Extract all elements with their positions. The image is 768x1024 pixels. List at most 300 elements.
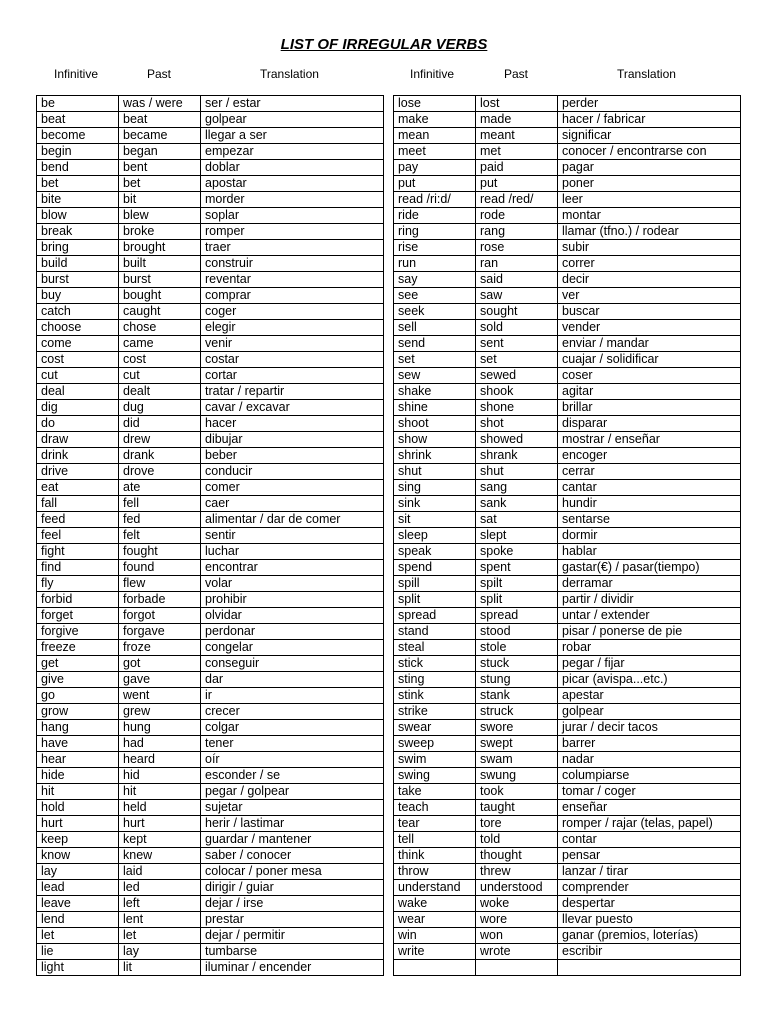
cell-past: sang [476,480,558,496]
cell-infinitive: think [394,848,476,864]
cell-past: spread [476,608,558,624]
cell-infinitive: mean [394,128,476,144]
cell-infinitive: hide [37,768,119,784]
cell-infinitive: sting [394,672,476,688]
cell-infinitive: read /ri:d/ [394,192,476,208]
table-row [394,384,741,400]
cell-infinitive: make [394,112,476,128]
cell-past: fed [119,512,201,528]
cell-translation: morder [201,192,384,208]
cell-infinitive: know [37,848,119,864]
cell-infinitive: shrink [394,448,476,464]
cell-past: fought [119,544,201,560]
cell-infinitive: sew [394,368,476,384]
cell-translation: encontrar [201,560,384,576]
table-row [394,512,741,528]
cell-past: hit [119,784,201,800]
table-row [37,464,384,480]
cell-translation: pisar / ponerse de pie [558,624,741,640]
cell-past: let [119,928,201,944]
cell-infinitive: set [394,352,476,368]
cell-infinitive: stand [394,624,476,640]
cell-past: spoke [476,544,558,560]
table-row [37,128,384,144]
cell-infinitive: forget [37,608,119,624]
cell-past: swore [476,720,558,736]
table-row [394,816,741,832]
table-row [37,688,384,704]
cell-translation: untar / extender [558,608,741,624]
cell-infinitive: hurt [37,816,119,832]
cell-translation: dormir [558,528,741,544]
table-row [37,768,384,784]
cell-infinitive: feel [37,528,119,544]
table-row [37,848,384,864]
cell-translation: sentarse [558,512,741,528]
table-row [37,544,384,560]
cell-infinitive: send [394,336,476,352]
table-row [394,368,741,384]
cell-translation: disparar [558,416,741,432]
cell-infinitive: tear [394,816,476,832]
cell-infinitive: win [394,928,476,944]
table-row [394,560,741,576]
table-row [37,656,384,672]
cell-translation: golpear [558,704,741,720]
cell-past: left [119,896,201,912]
cell-past: began [119,144,201,160]
cell-translation: conducir [201,464,384,480]
cell-infinitive: speak [394,544,476,560]
table-row [394,944,741,960]
table-row [394,928,741,944]
table-row [37,256,384,272]
table-row [394,112,741,128]
cell-past: built [119,256,201,272]
cell-infinitive: drink [37,448,119,464]
cell-translation: romper / rajar (telas, papel) [558,816,741,832]
cell-past: chose [119,320,201,336]
cell-translation: guardar / mantener [201,832,384,848]
cell-infinitive: stink [394,688,476,704]
table-row [394,784,741,800]
cell-past: showed [476,432,558,448]
table-row [37,112,384,128]
table-row [37,432,384,448]
cell-translation: buscar [558,304,741,320]
cell-past: swung [476,768,558,784]
table-row [37,272,384,288]
table-row [394,464,741,480]
cell-infinitive: bite [37,192,119,208]
cell-past: kept [119,832,201,848]
cell-past: stole [476,640,558,656]
cell-past: drove [119,464,201,480]
cell-past: ate [119,480,201,496]
cell-translation: colocar / poner mesa [201,864,384,880]
table-row [37,368,384,384]
cell-past: did [119,416,201,432]
table-row [394,688,741,704]
left-header-infinitive: Infinitive [54,67,99,81]
cell-past: struck [476,704,558,720]
table-row [394,336,741,352]
cell-infinitive: beat [37,112,119,128]
cell-translation: elegir [201,320,384,336]
cell-infinitive: do [37,416,119,432]
cell-infinitive: blow [37,208,119,224]
table-row [37,752,384,768]
cell-translation: conocer / encontrarse con [558,144,741,160]
cell-translation: ser / estar [201,96,384,112]
table-row [37,496,384,512]
table-row [394,672,741,688]
cell-infinitive: spill [394,576,476,592]
cell-translation: tomar / coger [558,784,741,800]
cell-translation: jurar / decir tacos [558,720,741,736]
table-row [394,448,741,464]
table-row [394,96,741,112]
cell-past: swam [476,752,558,768]
table-row [394,640,741,656]
cell-past: put [476,176,558,192]
table-row [37,944,384,960]
cell-past: split [476,592,558,608]
cell-past: wrote [476,944,558,960]
cell-infinitive: forbid [37,592,119,608]
cell-translation: hacer / fabricar [558,112,741,128]
cell-past: hid [119,768,201,784]
table-row [394,720,741,736]
cell-past: sent [476,336,558,352]
cell-infinitive: sleep [394,528,476,544]
cell-past: grew [119,704,201,720]
cell-translation: empezar [201,144,384,160]
cell-past: flew [119,576,201,592]
cell-past: laid [119,864,201,880]
cell-translation: cortar [201,368,384,384]
cell-infinitive: sit [394,512,476,528]
cell-translation: picar (avispa...etc.) [558,672,741,688]
cell-infinitive: catch [37,304,119,320]
table-row [394,224,741,240]
cell-past: was / were [119,96,201,112]
table-row [37,224,384,240]
table-row [37,560,384,576]
cell-infinitive: buy [37,288,119,304]
cell-translation: saber / conocer [201,848,384,864]
cell-translation: ganar (premios, loterías) [558,928,741,944]
table-row [37,208,384,224]
cell-translation: reventar [201,272,384,288]
cell-past: meant [476,128,558,144]
cell-past: beat [119,112,201,128]
table-row [37,448,384,464]
cell-translation: pegar / fijar [558,656,741,672]
cell-infinitive: begin [37,144,119,160]
cell-translation: soplar [201,208,384,224]
table-row [394,352,741,368]
cell-infinitive: steal [394,640,476,656]
cell-past: lost [476,96,558,112]
cell-infinitive: seek [394,304,476,320]
cell-translation: llamar (tfno.) / rodear [558,224,741,240]
table-row [394,960,741,976]
cell-infinitive: light [37,960,119,976]
cell-infinitive: teach [394,800,476,816]
cell-translation: escribir [558,944,741,960]
table-row [37,288,384,304]
cell-past: tore [476,816,558,832]
cell-infinitive: wake [394,896,476,912]
cell-infinitive: come [37,336,119,352]
cell-translation: apestar [558,688,741,704]
table-row [394,416,741,432]
cell-translation: volar [201,576,384,592]
cell-translation: colgar [201,720,384,736]
cell-translation: iluminar / encender [201,960,384,976]
cell-translation: decir [558,272,741,288]
cell-translation: ir [201,688,384,704]
cell-infinitive: rise [394,240,476,256]
table-row [37,960,384,976]
cell-past: thought [476,848,558,864]
table-row [37,912,384,928]
cell-infinitive: eat [37,480,119,496]
cell-past: heard [119,752,201,768]
table-row [37,144,384,160]
cell-past: drew [119,432,201,448]
cell-translation: conseguir [201,656,384,672]
cell-infinitive: lie [37,944,119,960]
cell-translation: contar [558,832,741,848]
cell-translation: perder [558,96,741,112]
cell-translation: alimentar / dar de comer [201,512,384,528]
cell-past: spilt [476,576,558,592]
cell-translation: tener [201,736,384,752]
table-row [37,624,384,640]
cell-past: blew [119,208,201,224]
table-row [37,352,384,368]
cell-past: woke [476,896,558,912]
cell-past: bit [119,192,201,208]
cell-translation: dejar / irse [201,896,384,912]
cell-infinitive: drive [37,464,119,480]
cell-past: sank [476,496,558,512]
table-row [394,656,741,672]
table-row [394,192,741,208]
cell-translation: herir / lastimar [201,816,384,832]
cell-translation: partir / dividir [558,592,741,608]
cell-translation: dar [201,672,384,688]
cell-infinitive: choose [37,320,119,336]
cell-infinitive: deal [37,384,119,400]
cell-translation: cavar / excavar [201,400,384,416]
table-row [37,928,384,944]
cell-infinitive: find [37,560,119,576]
cell-infinitive: become [37,128,119,144]
cell-infinitive: draw [37,432,119,448]
cell-infinitive: lead [37,880,119,896]
table-row [394,128,741,144]
cell-infinitive: strike [394,704,476,720]
cell-infinitive: sell [394,320,476,336]
cell-infinitive: show [394,432,476,448]
cell-translation: luchar [201,544,384,560]
table-row [37,736,384,752]
cell-translation: dejar / permitir [201,928,384,944]
cell-infinitive: see [394,288,476,304]
cell-infinitive: shut [394,464,476,480]
left-header-translation: Translation [260,67,319,81]
cell-past: bet [119,176,201,192]
cell-translation: construir [201,256,384,272]
cell-infinitive: keep [37,832,119,848]
cell-translation: ver [558,288,741,304]
cell-infinitive: hit [37,784,119,800]
cell-infinitive: understand [394,880,476,896]
cell-infinitive [394,960,476,976]
cell-translation: comer [201,480,384,496]
cell-past: forgave [119,624,201,640]
cell-past: sought [476,304,558,320]
table-row [37,416,384,432]
cell-infinitive: have [37,736,119,752]
cell-infinitive: fly [37,576,119,592]
cell-past: told [476,832,558,848]
cell-past: shook [476,384,558,400]
table-row [37,672,384,688]
cell-translation: tratar / repartir [201,384,384,400]
cell-infinitive: pay [394,160,476,176]
cell-translation: columpiarse [558,768,741,784]
cell-past: led [119,880,201,896]
cell-infinitive: be [37,96,119,112]
table-row [37,336,384,352]
cell-translation: cantar [558,480,741,496]
cell-infinitive: shine [394,400,476,416]
table-row [37,896,384,912]
cell-translation: dirigir / guiar [201,880,384,896]
cell-translation: romper [201,224,384,240]
cell-translation: llegar a ser [201,128,384,144]
cell-translation: encoger [558,448,741,464]
verbs-table-right [393,95,741,976]
cell-translation: apostar [201,176,384,192]
table-row [394,624,741,640]
table-row [37,480,384,496]
cell-past: cost [119,352,201,368]
cell-past: made [476,112,558,128]
cell-translation: pagar [558,160,741,176]
cell-translation: sujetar [201,800,384,816]
table-row [37,816,384,832]
cell-infinitive: build [37,256,119,272]
cell-past: wore [476,912,558,928]
cell-translation: congelar [201,640,384,656]
right-header-translation: Translation [617,67,676,81]
cell-infinitive: wear [394,912,476,928]
cell-past: said [476,272,558,288]
cell-infinitive: forgive [37,624,119,640]
cell-translation: prohibir [201,592,384,608]
table-row [394,576,741,592]
cell-past: taught [476,800,558,816]
cell-infinitive: grow [37,704,119,720]
left-header-past: Past [147,67,172,81]
cell-translation: prestar [201,912,384,928]
cell-infinitive: give [37,672,119,688]
cell-infinitive: run [394,256,476,272]
cell-translation: venir [201,336,384,352]
cell-past: bent [119,160,201,176]
table-row [394,176,741,192]
cell-infinitive: write [394,944,476,960]
cell-translation [558,960,741,976]
cell-past: shot [476,416,558,432]
cell-infinitive: bend [37,160,119,176]
cell-past: forgot [119,608,201,624]
cell-infinitive: tell [394,832,476,848]
table-row [394,480,741,496]
cell-past: threw [476,864,558,880]
table-row [37,576,384,592]
cell-infinitive: fall [37,496,119,512]
cell-translation: costar [201,352,384,368]
cell-past: slept [476,528,558,544]
cell-infinitive: shake [394,384,476,400]
table-row [37,512,384,528]
cell-infinitive: lose [394,96,476,112]
cell-infinitive: sink [394,496,476,512]
cell-translation: subir [558,240,741,256]
cell-infinitive: spread [394,608,476,624]
cell-past: shrank [476,448,558,464]
table-row [394,864,741,880]
cell-translation: brillar [558,400,741,416]
cell-past: sewed [476,368,558,384]
cell-infinitive: spend [394,560,476,576]
table-row [394,432,741,448]
cell-past: forbade [119,592,201,608]
table-row [394,880,741,896]
table-row [37,832,384,848]
cell-infinitive: lay [37,864,119,880]
right-header-infinitive: Infinitive [410,67,455,81]
cell-translation: correr [558,256,741,272]
cell-infinitive: go [37,688,119,704]
cell-infinitive: get [37,656,119,672]
cell-translation: hacer [201,416,384,432]
cell-past: set [476,352,558,368]
cell-infinitive: sing [394,480,476,496]
cell-translation: llevar puesto [558,912,741,928]
cell-past: drank [119,448,201,464]
cell-past: gave [119,672,201,688]
cell-past: went [119,688,201,704]
cell-infinitive: bet [37,176,119,192]
cell-translation: poner [558,176,741,192]
cell-past: saw [476,288,558,304]
cell-infinitive: take [394,784,476,800]
table-row [394,144,741,160]
cell-past: got [119,656,201,672]
table-row [37,384,384,400]
table-row [394,896,741,912]
cell-translation: comprar [201,288,384,304]
cell-translation: beber [201,448,384,464]
cell-infinitive: lend [37,912,119,928]
